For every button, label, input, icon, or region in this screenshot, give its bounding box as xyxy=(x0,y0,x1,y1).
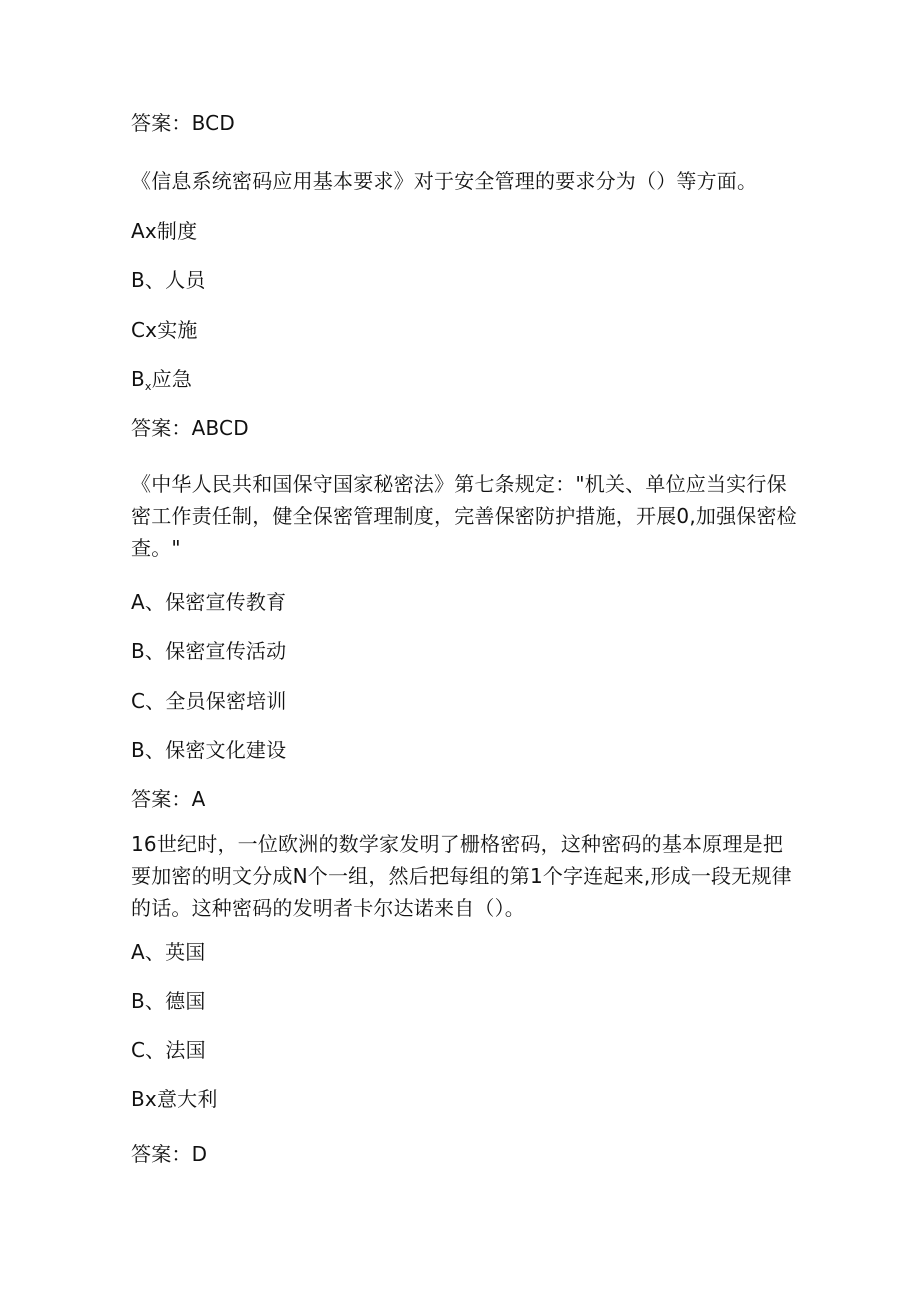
option-line: B、德国 xyxy=(131,989,206,1013)
answer-line: 答案：ABCD xyxy=(131,416,249,440)
option-line: B、保密文化建设 xyxy=(131,738,287,762)
answer-line: 答案：A xyxy=(131,787,206,811)
option-line: A、保密宣传教育 xyxy=(131,590,287,614)
option-line: B、保密宣传活动 xyxy=(131,639,287,663)
answer-line: 答案：BCD xyxy=(131,111,235,135)
question-text: 16世纪时，一位欧洲的数学家发明了栅格密码，这种密码的基本原理是把要加密的明文分成N个一组，然后把每组的第1个字连起来,形成一段无规律的话。这种密码的发明者卡尔达诺来自（）。 xyxy=(131,832,792,920)
option-line: B、人员 xyxy=(131,268,206,292)
option-prefix: B xyxy=(131,367,145,391)
option-line xyxy=(131,367,192,399)
option-line: C、法国 xyxy=(131,1038,206,1062)
option-label: 应急 xyxy=(151,367,193,391)
option-prefix-subscript: x xyxy=(144,380,152,393)
question-text: 《信息系统密码应用基本要求》对于安全管理的要求分为（）等方面。 xyxy=(131,169,758,193)
option-line: Cx实施 xyxy=(131,318,198,342)
option-line: C、全员保密培训 xyxy=(131,689,287,713)
question-text: 《中华人民共和国保守国家秘密法》第七条规定："机关、单位应当实行保密工作责任制，健全保密管理制度，完善保密防护措施，开展0,加强保密检查。" xyxy=(131,472,797,560)
answer-line: 答案：D xyxy=(131,1142,208,1166)
option-line: Ax制度 xyxy=(131,219,198,243)
option-line: A、英国 xyxy=(131,940,206,964)
option-line: Bx意大利 xyxy=(131,1087,218,1111)
